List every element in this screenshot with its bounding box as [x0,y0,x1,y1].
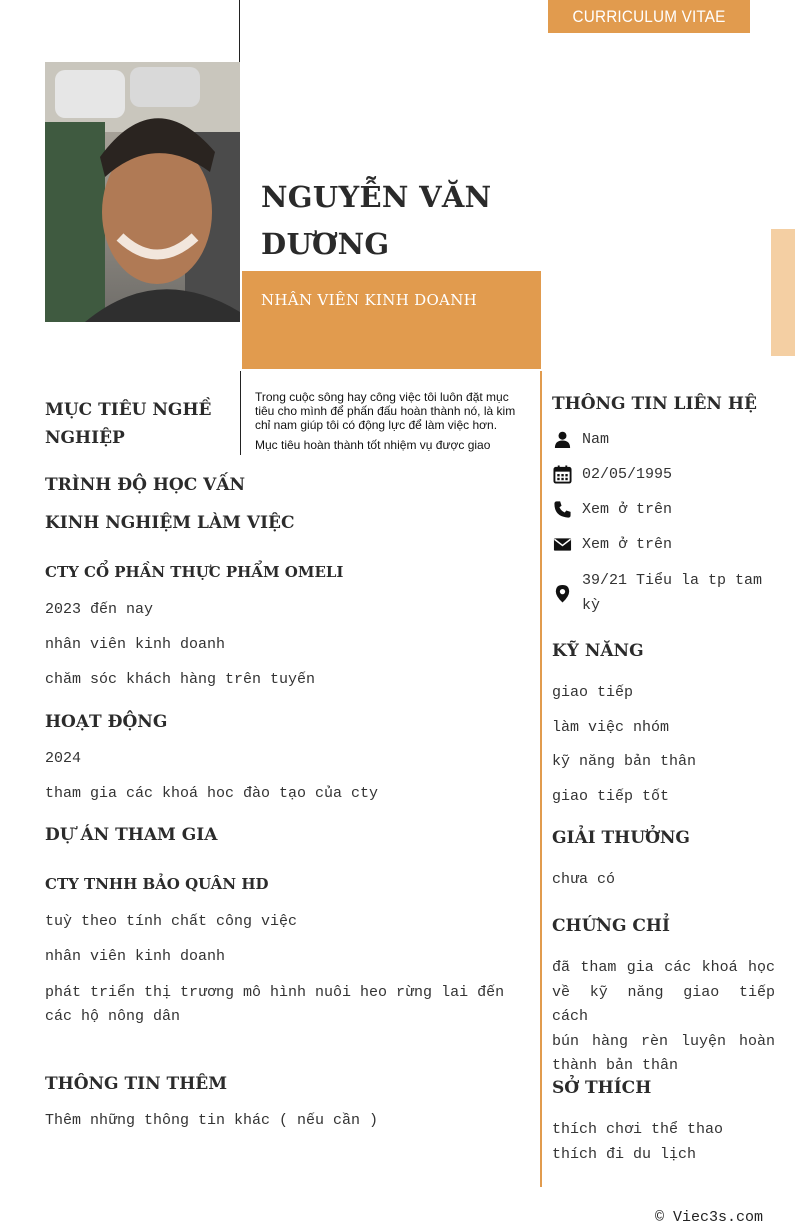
skill-item: giao tiếp tốt [552,788,670,805]
contact-email-row [552,534,672,554]
objective-divider [240,371,241,455]
objective-heading-line-1: MỤC TIÊU NGHỀ [45,400,212,420]
projects-company: CTY TNHH BẢO QUÂN HD [45,875,269,893]
calendar-icon [552,464,572,484]
objective-paragraph-1: Trong cuộc sông hay công việc tôi luôn đặt mục tiêu cho mình để phấn đấu hoàn thành nó, là kim chỉ nam giúp tôi có động lực để làm việc hơn. [255,390,516,432]
name-line-1: NGUYỄN VĂN [261,180,492,214]
column-divider [540,371,542,1187]
projects-description [45,981,504,1029]
certificates-text [552,956,775,1079]
location-icon [552,583,572,603]
skill-item: làm việc nhóm [552,719,670,736]
projects-heading: DỰ ÁN THAM GIA [45,825,218,845]
experience-company: CTY CỔ PHẦN THỰC PHẨM OMELI [45,563,344,581]
contact-gender: Nam [582,430,610,448]
contact-address-line-1: 39/21 Tiểu la tp tam [582,572,763,589]
objective-heading [45,396,211,452]
experience-description: chăm sóc khách hàng trên tuyến [45,671,316,688]
projects-position: nhân viên kinh doanh [45,948,226,965]
certificates-line-2: về kỹ năng giao tiếp cách [552,983,775,1025]
skill-item: giao tiếp [552,684,634,701]
job-title-box [242,271,541,369]
skill-item: kỹ năng bản thân [552,753,697,770]
objective-text [255,390,525,458]
projects-description-line-1: phát triển thị trương mô hình nuôi heo rừng lai đến [45,984,505,1001]
contact-gender-row [552,429,609,449]
certificates-line-1: đã tham gia các khoá học [552,959,775,976]
certificates-line-3: bún hàng rèn luyện hoàn [552,1032,775,1050]
contact-dob-row [552,464,672,484]
contact-phone-row [552,499,672,519]
email-icon [552,534,572,554]
contact-address [582,568,762,618]
contact-address-row [552,568,762,618]
certificates-line-4: thành bản thân [552,1057,679,1074]
contact-address-line-2: kỳ [582,597,601,614]
footer-credit[interactable]: © Viec3s.com [655,1209,764,1226]
hobbies-heading: SỞ THÍCH [552,1078,652,1098]
objective-paragraph-2: Mục tiêu hoàn thành tốt nhiệm vụ được giao [255,438,491,452]
name-line-2: DƯƠNG [261,227,390,261]
activities-heading: HOẠT ĐỘNG [45,712,168,732]
skills-heading: KỸ NĂNG [552,641,644,661]
side-tab-decoration [771,229,795,356]
education-heading: TRÌNH ĐỘ HỌC VẤN [45,475,246,495]
contact-phone: Xem ở trên [582,500,673,518]
experience-position: nhân viên kinh doanh [45,636,226,653]
activities-year: 2024 [45,750,82,767]
more-info-text: Thêm những thông tin khác ( nếu cần ) [45,1112,379,1129]
contact-email: Xem ở trên [582,535,673,553]
activities-description: tham gia các khoá hoc đào tạo của cty [45,785,379,802]
certificates-heading: CHỨNG CHỈ [552,916,670,936]
experience-period: 2023 đến nay [45,601,154,618]
profile-photo [45,62,240,322]
projects-description-line-2: các hộ nông dân [45,1008,181,1025]
awards-heading: GIẢI THƯỞNG [552,828,690,848]
awards-text: chưa có [552,871,616,888]
hobby-item: thích chơi thể thao [552,1121,724,1138]
job-title: NHÂN VIÊN KINH DOANH [261,291,477,309]
hobby-item: thích đi du lịch [552,1146,697,1163]
cv-banner: CURRICULUM VITAE [548,0,750,33]
more-info-heading: THÔNG TIN THÊM [45,1074,228,1094]
objective-heading-line-2: NGHIỆP [45,428,125,448]
person-icon [552,429,572,449]
contact-dob: 02/05/1995 [582,465,673,483]
candidate-name [261,174,541,268]
phone-icon [552,499,572,519]
contact-heading: THÔNG TIN LIÊN HỆ [552,394,757,414]
profile-photo-illustration [45,62,240,322]
experience-heading: KINH NGHIỆM LÀM VIỆC [45,513,295,533]
projects-period: tuỳ theo tính chất công việc [45,913,298,930]
